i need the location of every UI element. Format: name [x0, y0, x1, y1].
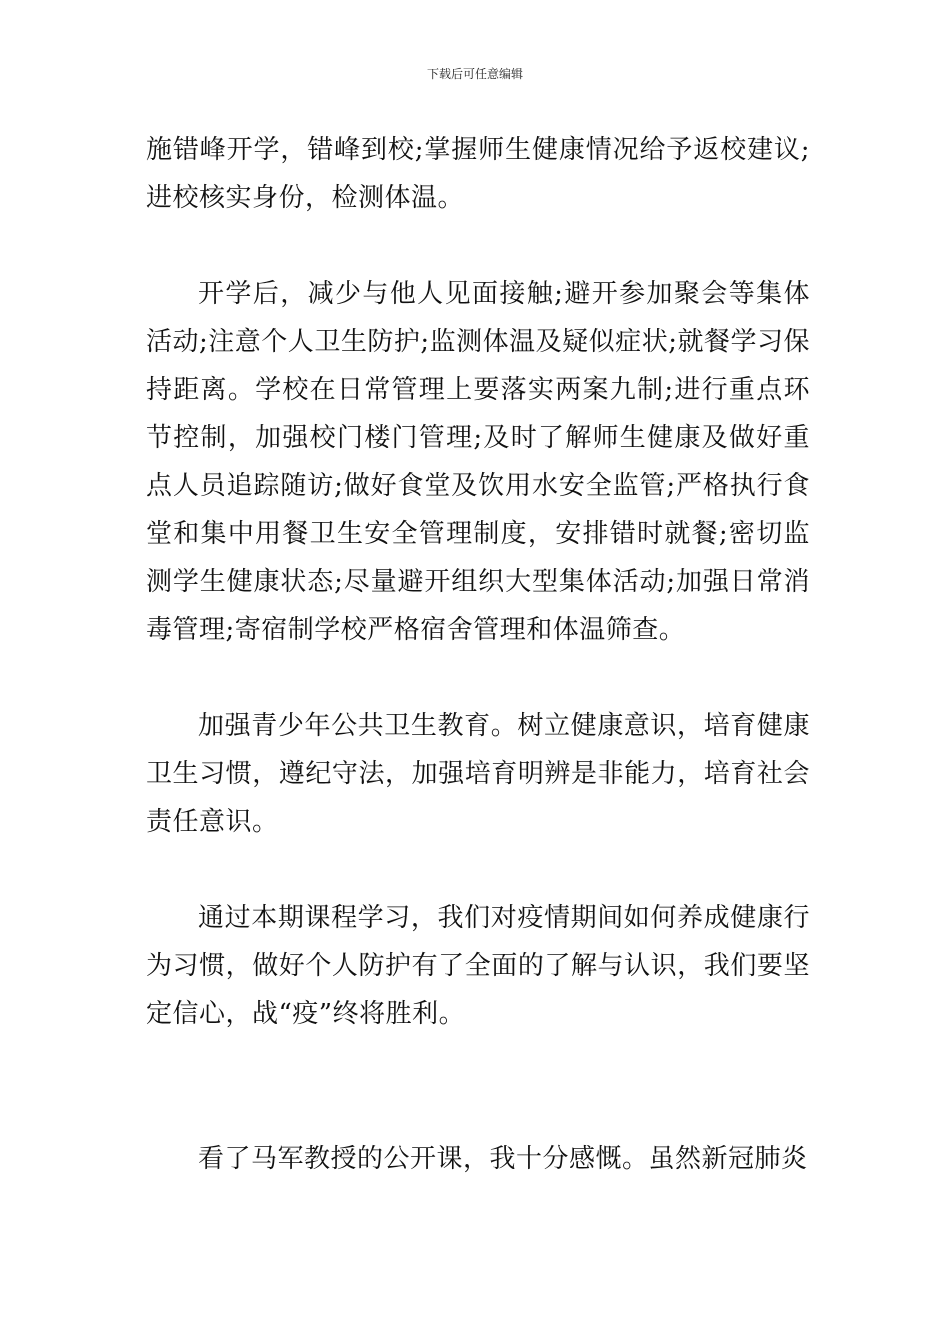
paragraph-gap: [146, 222, 810, 270]
paragraph-gap: [146, 654, 810, 702]
paragraph-gap: [146, 846, 810, 894]
paragraph-1: 施错峰开学，错峰到校;掌握师生健康情况给予返校建议;进校核实身份，检测体温。: [146, 135, 810, 213]
header-note: 下载后可任意编辑: [426, 67, 523, 81]
document-body: [146, 126, 810, 1183]
paragraph-3: 加强青少年公共卫生教育。树立健康意识，培育健康卫生习惯，遵纪守法，加强培育明辨是非能力，培育社会责任意识。: [146, 711, 810, 837]
paragraph-4: 通过本期课程学习，我们对疫情期间如何养成健康行为习惯，做好个人防护有了全面的了解与认识，我们要坚定信心，战“疫”终将胜利。: [146, 903, 810, 1029]
paragraph-gap: [146, 1038, 810, 1135]
paragraph-2: 开学后，减少与他人见面接触;避开参加聚会等集体活动;注意个人卫生防护;监测体温及疑似症状;就餐学习保持距离。学校在日常管理上要落实两案九制;进行重点环节控制，加强校门楼门管理;及时了解师生健康及做好重点人员追踪随访;做好食堂及饮用水安全监管;严格执行食堂和集中用餐卫生安全管理制度，安排错时就餐;密切监测学生健康状态;尽量避开组织大型集体活动;加强日常消毒管理;寄宿制学校严格宿舍管理和体温筛查。: [146, 279, 810, 645]
paragraph-5: 看了马军教授的公开课，我十分感慨。虽然新冠肺炎: [198, 1144, 808, 1174]
